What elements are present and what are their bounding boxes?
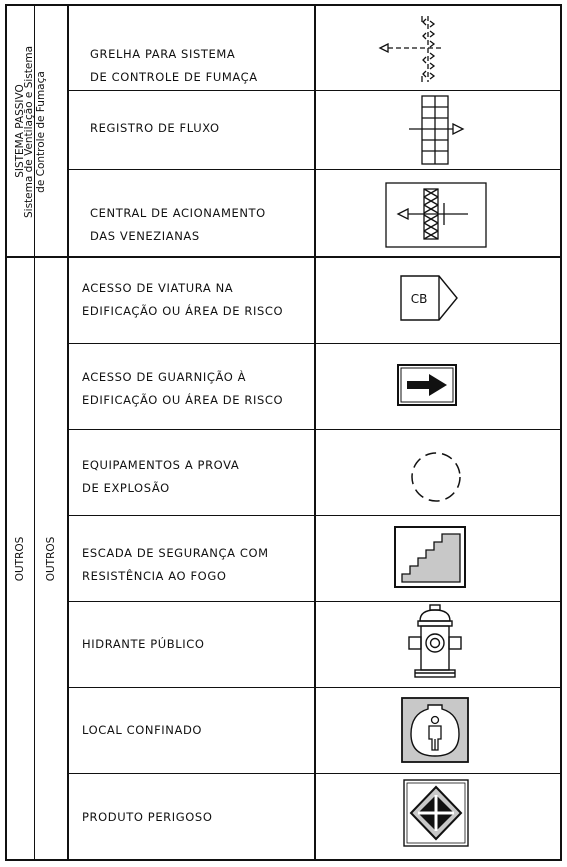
- table-border-bottom: [5, 859, 562, 861]
- row-line1: HIDRANTE PÚBLICO: [82, 637, 205, 651]
- row-text-crew-access: [82, 366, 283, 412]
- row-line1: ESCADA DE SEGURANÇA COM: [82, 546, 269, 560]
- table-border-top: [5, 4, 562, 6]
- group-label-passive-system: SISTEMA PASSIVO: [14, 84, 26, 178]
- row-line1: REGISTRO DE FLUXO: [90, 121, 220, 135]
- row-divider: [67, 687, 562, 688]
- row-line2: RESISTÊNCIA AO FOGO: [82, 569, 227, 583]
- row-line2: DE EXPLOSÃO: [82, 481, 170, 495]
- vehicle-access-icon: [399, 274, 463, 324]
- col-divider-3: [314, 4, 316, 861]
- crew-access-arrow-icon: [397, 364, 459, 408]
- row-line1: EQUIPAMENTOS A PROVA: [82, 458, 240, 472]
- row-line1: CENTRAL DE ACIONAMENTO: [90, 206, 266, 220]
- group-divider: [5, 256, 562, 258]
- row-divider: [67, 429, 562, 430]
- group-sublabel-others: OUTROS: [45, 536, 57, 582]
- row-text-fire-stair: [82, 542, 269, 588]
- row-divider: [67, 343, 562, 344]
- smoke-grille-icon: [374, 12, 454, 86]
- row-line1: PRODUTO PERIGOSO: [82, 810, 213, 824]
- group-sublabel-ventilation: [23, 27, 49, 237]
- public-hydrant-icon: [404, 603, 466, 687]
- row-line1: LOCAL CONFINADO: [82, 723, 203, 737]
- row-text-public-hydrant: [82, 633, 205, 656]
- vehicle-access-badge: CB: [410, 292, 428, 306]
- row-text-hazardous-product: [82, 806, 212, 829]
- row-divider: [67, 515, 562, 516]
- row-text-explosion-proof: [82, 454, 239, 500]
- row-text-flow-damper: [90, 117, 220, 140]
- row-divider: [67, 773, 562, 774]
- louver-control-icon: [384, 181, 488, 249]
- confined-space-icon: [401, 697, 471, 767]
- row-line1: ACESSO DE VIATURA NA: [82, 281, 234, 295]
- group-label-others: OUTROS: [14, 536, 26, 582]
- hazardous-product-icon: [403, 779, 471, 849]
- row-divider: [67, 169, 562, 170]
- row-line2: DE CONTROLE DE FUMAÇA: [90, 70, 258, 84]
- table-border-right: [560, 4, 562, 861]
- row-line2: EDIFICAÇÃO OU ÁREA DE RISCO: [82, 393, 284, 407]
- row-divider: [67, 601, 562, 602]
- flow-damper-icon: [405, 94, 467, 166]
- row-divider: [67, 90, 562, 91]
- row-line1: GRELHA PARA SISTEMA: [90, 47, 236, 61]
- row-text-vehicle-access: [82, 277, 283, 323]
- explosion-proof-icon: [407, 448, 465, 506]
- col-divider-2: [67, 4, 69, 861]
- group-sublabel-line2: de Controle de Fumaça: [35, 71, 47, 193]
- row-line2: DAS VENEZIANAS: [90, 229, 200, 243]
- fire-stair-icon: [394, 526, 468, 590]
- row-text-louver-control: [90, 202, 266, 248]
- row-line2: EDIFICAÇÃO OU ÁREA DE RISCO: [82, 304, 284, 318]
- table-border-left: [5, 4, 7, 861]
- row-text-confined-space: [82, 719, 202, 742]
- row-text-smoke-grille: [90, 43, 258, 89]
- group-sublabel-line1: Sistema de Ventilação e Sistema: [23, 45, 35, 219]
- row-line1: ACESSO DE GUARNIÇÃO À: [82, 370, 247, 384]
